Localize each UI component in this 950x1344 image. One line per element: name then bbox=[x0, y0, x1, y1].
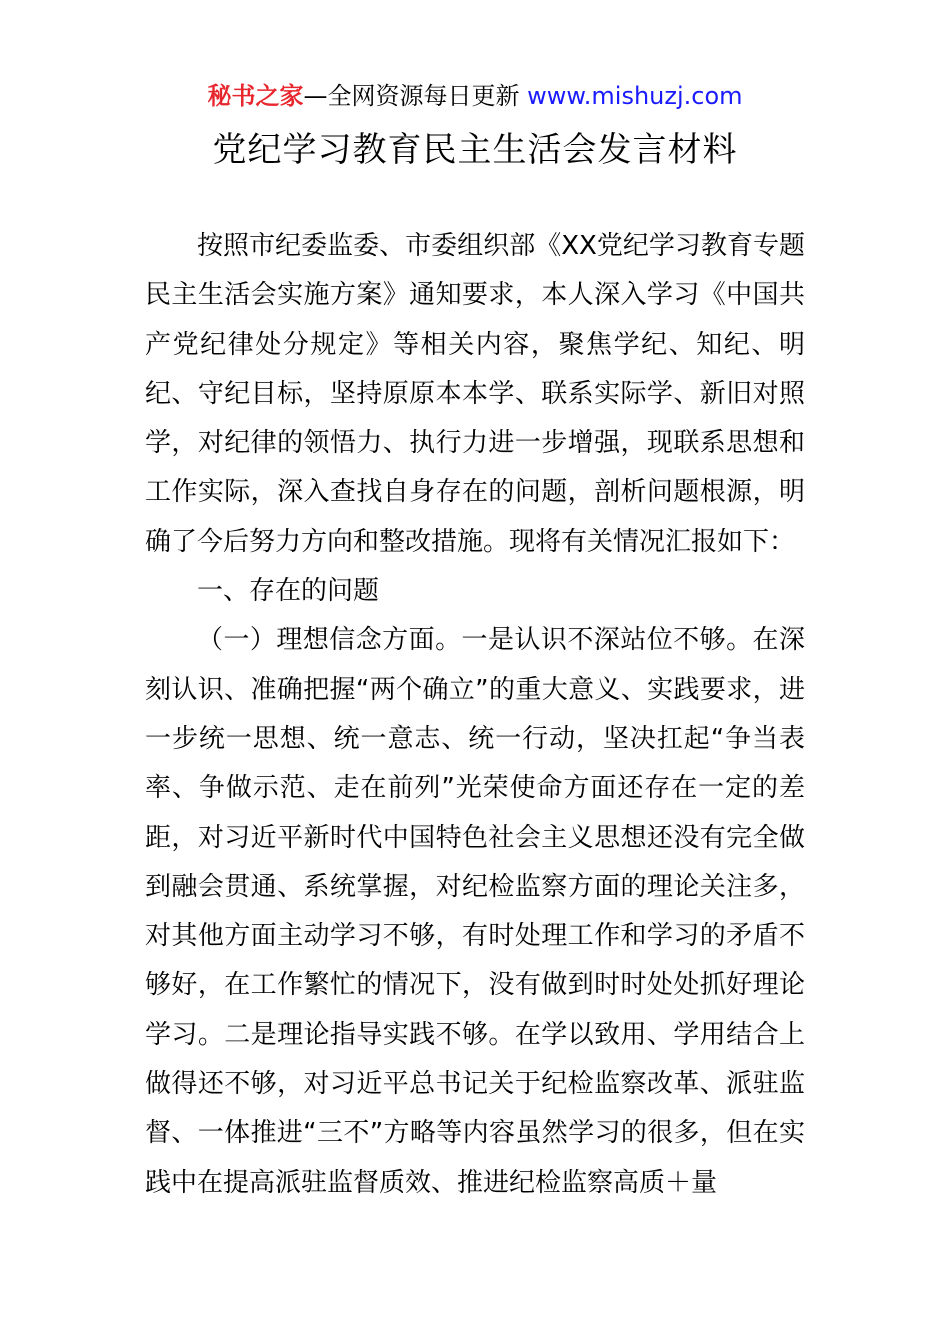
paragraph-intro: 按照市纪委监委、市委组织部《XX党纪学习教育专题民主生活会实施方案》通知要求，本人深入学习《中国共产党纪律处分规定》等相关内容，聚焦学纪、知纪、明纪、守纪目标，坚持原原本本学、联系实际学、新旧对照学，对纪律的领悟力、执行力进一步增强，现联系思想和工作实际，深入查找自身存在的问题，剖析问题根源，明确了今后努力方向和整改措施。现将有关情况汇报如下： bbox=[145, 231, 805, 557]
site-header bbox=[0, 80, 950, 112]
paragraph-ideals-beliefs: （一）理想信念方面。一是认识不深站位不够。在深刻认识、准确把握“两个确立”的重大意义、实践要求，进一步统一思想、统一意志、统一行动，坚决扛起“争当表率、争做示范、走在前列”光荣使命方面还存在一定的差距，对习近平新时代中国特色社会主义思想还没有完全做到融会贯通、系统掌握，对纪检监察方面的理论关注多，对其他方面主动学习不够，有时处理工作和学习的矛盾不够好，在工作繁忙的情况下，没有做到时时处处抓好理论学习。二是理论指导实践不够。在学以致用、学用结合上做得还不够，对习近平总书记关于纪检监察改革、派驻监督、一体推进“三不”方略等内容虽然学习的很多，但在实践中在提高派驻监督质效、推进纪检监察高质＋量 bbox=[145, 625, 805, 1198]
site-brand: 秘书之家 bbox=[207, 82, 304, 110]
site-slogan: —全网资源每日更新 bbox=[303, 82, 528, 110]
site-url[interactable]: www.mishuzj.com bbox=[527, 82, 743, 110]
section-heading-problems: 一、存在的问题 bbox=[197, 576, 380, 607]
document-body bbox=[145, 222, 805, 1208]
document-title: 党纪学习教育民主生活会发言材料 bbox=[212, 130, 738, 170]
